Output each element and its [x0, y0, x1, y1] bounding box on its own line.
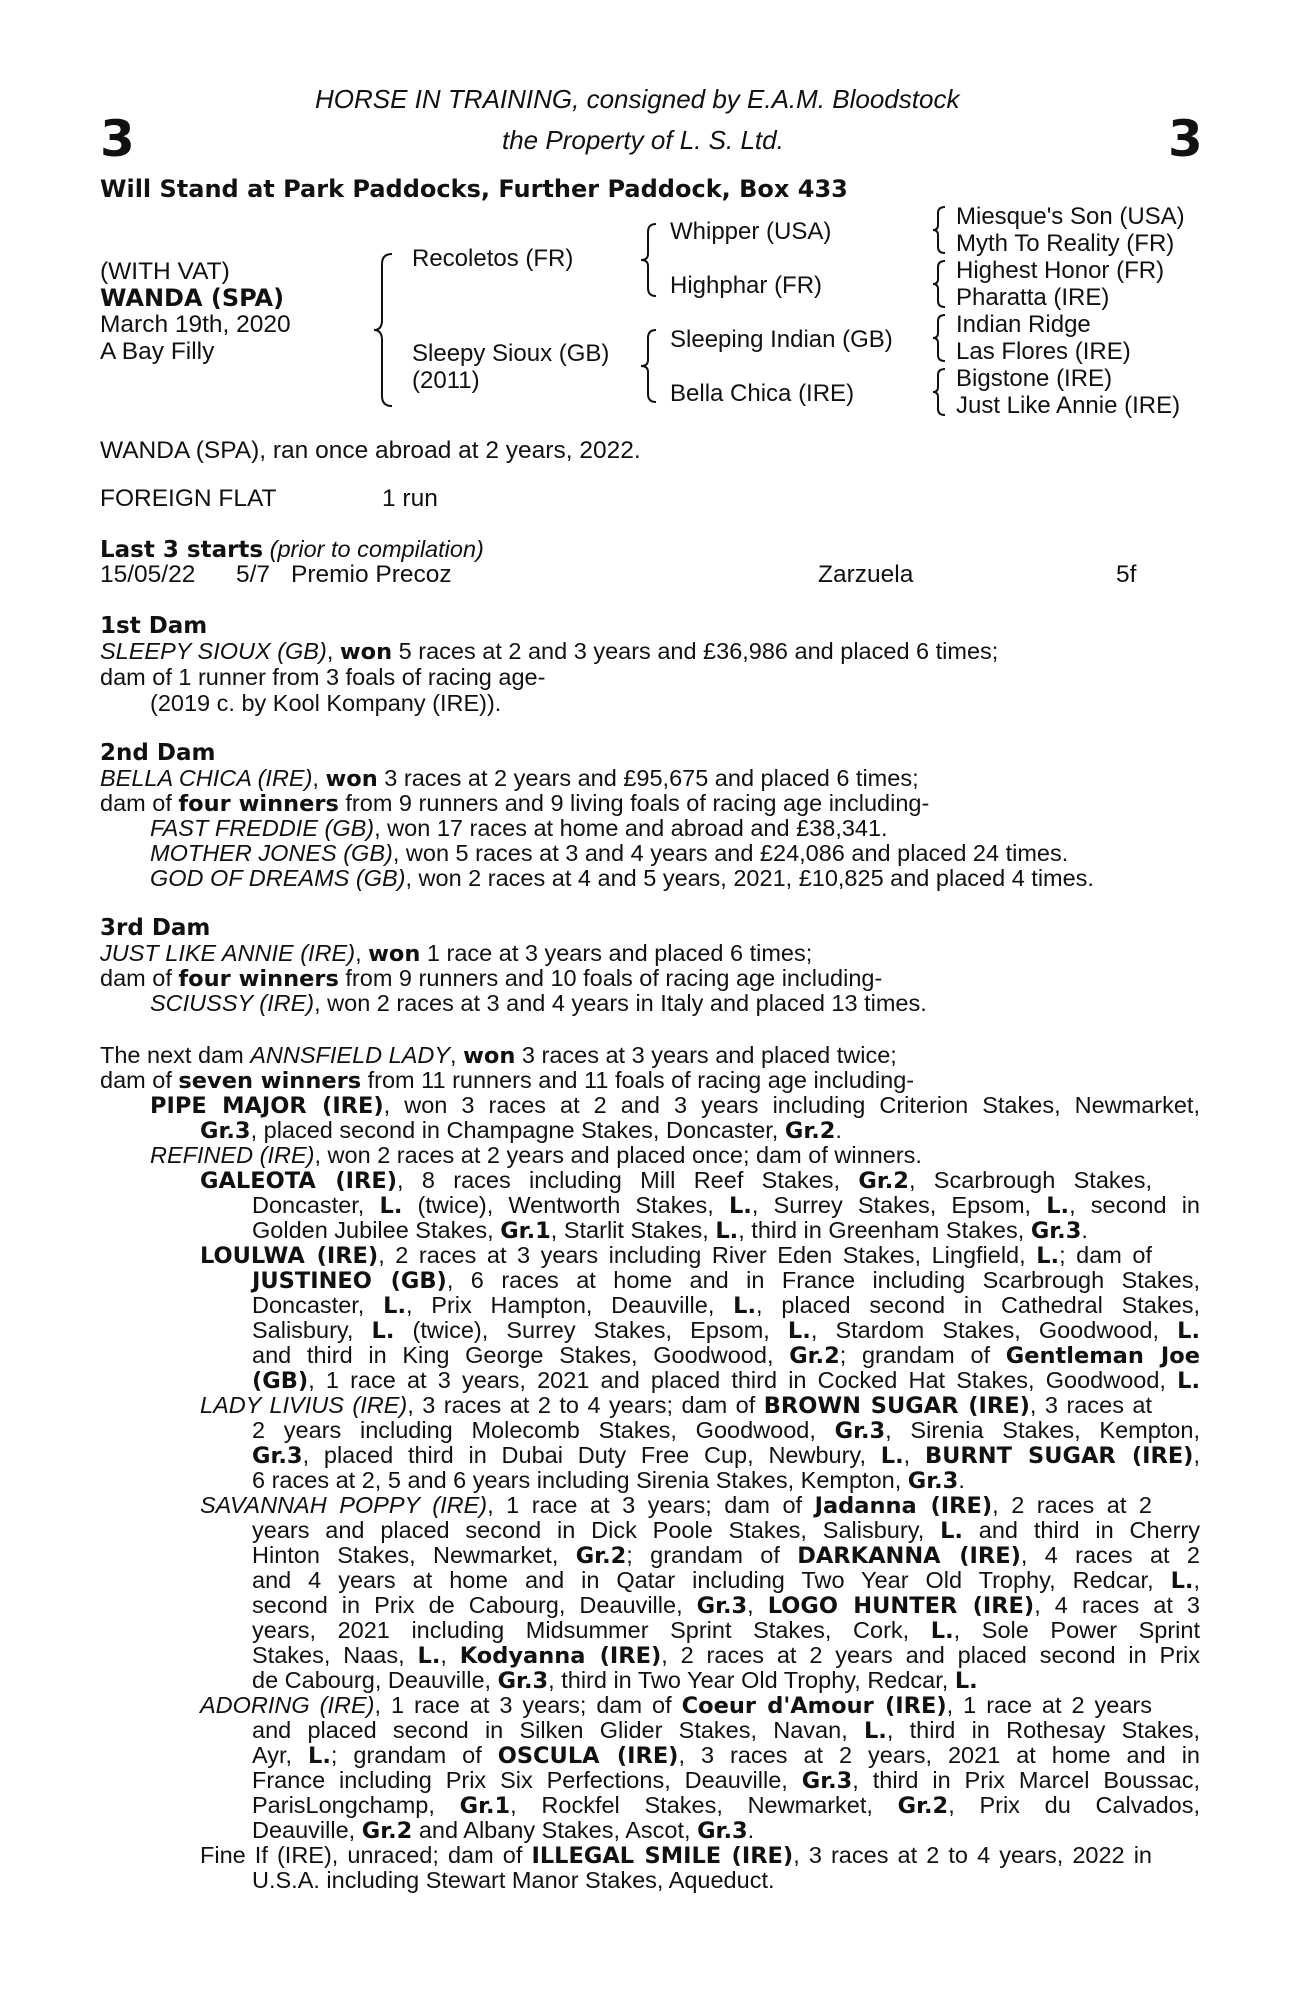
- loulwa-line-1: [200, 1242, 1152, 1269]
- next-dam-text: from 11 runners and 11 foals of racing age including-: [361, 1067, 915, 1093]
- second-dam-runner-1: [150, 815, 888, 842]
- entry-text: ,: [1193, 1442, 1201, 1468]
- grade: Gr.3: [801, 1768, 853, 1794]
- dam: Sleepy Sioux (GB): [412, 340, 610, 367]
- g3: Highest Honor (FR): [956, 257, 1165, 284]
- brace-g3: [930, 312, 950, 364]
- start-date: 15/05/22: [100, 561, 196, 588]
- justineo-line-3: [252, 1317, 1200, 1344]
- entry-text: , 2 races at 2: [992, 1492, 1152, 1518]
- next-dam-text: The next dam: [100, 1042, 251, 1068]
- entry-text: , placed second in Cathedral Stakes,: [756, 1292, 1200, 1318]
- horse-dob: March 19th, 2020: [100, 311, 291, 338]
- first-dam-won: won: [339, 639, 393, 665]
- consignment-line: HORSE IN TRAINING, consigned by E.A.M. Bloodstock: [315, 84, 960, 114]
- horse-name: Gentleman Joe: [1005, 1343, 1200, 1369]
- grade: L.: [379, 1193, 403, 1219]
- grade: L.: [1177, 1368, 1200, 1394]
- horse-name: LOGO HUNTER (IRE): [767, 1593, 1035, 1619]
- next-dam-text: ,: [450, 1042, 464, 1068]
- entry-text: , 1 race at 3 years; dam of: [374, 1692, 682, 1718]
- lady-livius-line-3: [252, 1442, 1200, 1469]
- adoring-line-3: [252, 1742, 1200, 1769]
- record-label: FOREIGN FLAT: [100, 485, 277, 512]
- second-dam-runner-2: [150, 840, 1068, 867]
- horse-name: GALEOTA (IRE): [200, 1168, 397, 1194]
- entry-text: , third in Two Year Old Trophy, Redcar,: [548, 1667, 955, 1693]
- entry-text: and third in Cherry: [962, 1517, 1200, 1543]
- brace-sire: [638, 220, 662, 300]
- g6: Las Flores (IRE): [956, 338, 1131, 365]
- justineo-line-2: [252, 1292, 1200, 1319]
- record-value: 1 run: [382, 485, 438, 512]
- second-dam-heading: 2nd Dam: [100, 740, 216, 766]
- grade: Gr.2: [361, 1818, 413, 1844]
- g4: Pharatta (IRE): [956, 284, 1110, 311]
- entry-text: and Albany Stakes, Ascot,: [412, 1817, 698, 1843]
- third-dam-runner-1: [150, 990, 927, 1017]
- entry-text: Doncaster,: [252, 1292, 384, 1318]
- entry-text: Ayr,: [252, 1742, 309, 1768]
- grade: Gr.1: [500, 1218, 551, 1244]
- third-dam-name: JUST LIKE ANNIE (IRE): [100, 940, 356, 966]
- first-dam-heading: 1st Dam: [100, 613, 208, 639]
- third-dam-text-2a: dam of: [100, 965, 179, 991]
- entry-text: , 2 races at 2 years and placed second in Prix: [661, 1642, 1200, 1668]
- grade: L.: [308, 1743, 331, 1769]
- runner-name: GOD OF DREAMS (GB): [150, 865, 406, 891]
- adoring-line-6: [252, 1817, 754, 1844]
- grade: L.: [383, 1293, 406, 1319]
- entry-text: Stakes, Naas,: [252, 1642, 418, 1668]
- second-dam-line-2: [100, 790, 929, 817]
- entry-text: 6 races at 2, 5 and 6 years including Sirenia Stakes, Kempton,: [252, 1467, 908, 1493]
- entry-text: (twice), Surrey Stakes, Epsom,: [394, 1317, 788, 1343]
- horse-name: REFINED (IRE): [150, 1142, 315, 1168]
- last-starts-heading: Last 3 starts: [100, 537, 264, 563]
- entry-text: , Sole Power Sprint: [953, 1617, 1200, 1643]
- property-line: the Property of L. S. Ltd.: [502, 125, 784, 155]
- second-dam-runner-3: [150, 865, 1094, 892]
- entry-text: , Prix Hampton, Deauville,: [406, 1292, 734, 1318]
- race-summary: WANDA (SPA), ran once abroad at 2 years, 2022.: [100, 437, 641, 464]
- horse-name: BURNT SUGAR (IRE): [925, 1443, 1194, 1469]
- horse-name: SAVANNAH POPPY (IRE): [200, 1492, 488, 1518]
- entry-text: Salisbury,: [252, 1317, 372, 1343]
- sire: Recoletos (FR): [412, 245, 574, 272]
- entry-text: ; grandam of: [626, 1542, 798, 1568]
- savannah-poppy-line-5: [252, 1592, 1200, 1619]
- second-dam-winners: four winners: [178, 791, 339, 817]
- horse-name: ADORING (IRE): [200, 1692, 375, 1718]
- galeota-line-3: [252, 1217, 1088, 1244]
- entry-text: , Stardom Stakes, Goodwood,: [810, 1317, 1178, 1343]
- g7: Bigstone (IRE): [956, 365, 1113, 392]
- grade: Gr.1: [459, 1793, 511, 1819]
- entry-text: , third in Rothesay Stakes,: [886, 1717, 1200, 1743]
- g5: Indian Ridge: [956, 311, 1091, 338]
- horse-description: A Bay Filly: [100, 338, 215, 365]
- entry-text: years, 2021 including Midsummer Sprint Stakes, Cork,: [252, 1617, 931, 1643]
- grade: Gr.2: [858, 1168, 909, 1194]
- savannah-poppy-line-2: [252, 1517, 1200, 1544]
- next-dam-line-2: [100, 1067, 914, 1094]
- first-dam-line-1: SLEEPY SIOUX (GB), won 5 races at 2 and 3 years and £36,986 and placed 6 times;: [100, 638, 999, 665]
- second-dam-text-2a: dam of: [100, 790, 179, 816]
- brace-level1: [370, 250, 400, 410]
- grade: Gr.3: [497, 1668, 549, 1694]
- next-dam-text: dam of: [100, 1067, 179, 1093]
- entry-text: ,: [1193, 1567, 1200, 1593]
- grade: L.: [863, 1718, 887, 1744]
- grade: L.: [733, 1293, 757, 1319]
- grade: Gr.3: [834, 1418, 886, 1444]
- dam-year: (2011): [412, 367, 480, 394]
- entry-text: .: [835, 1117, 842, 1143]
- entry-text: Fine If (IRE), unraced; dam of: [200, 1842, 532, 1868]
- second-dam-name: BELLA CHICA (IRE): [100, 765, 313, 791]
- brace-g4: [930, 366, 950, 418]
- start-course: Zarzuela: [818, 561, 914, 588]
- entry-text: , Starlit Stakes,: [550, 1217, 716, 1243]
- horse-name: Kodyanna (IRE): [459, 1643, 662, 1669]
- entry-text: , 4 races at 2: [1020, 1542, 1200, 1568]
- start-race: Premio Precoz: [291, 561, 452, 588]
- grade: L.: [880, 1443, 904, 1469]
- entry-text: and placed second in Silken Glider Stakes, Navan,: [252, 1717, 864, 1743]
- entry-text: , 3 races at 2 to 4 years, 2022 in: [793, 1842, 1152, 1868]
- next-dam-name: ANNSFIELD LADY: [250, 1042, 451, 1068]
- horse-name: (GB): [252, 1368, 309, 1394]
- entry-text: , 8 races including Mill Reef Stakes,: [397, 1167, 859, 1193]
- runner-name: FAST FREDDIE (GB): [150, 815, 375, 841]
- justineo-line-5: [252, 1367, 1200, 1394]
- grade: Gr.3: [697, 1818, 748, 1844]
- entry-text: , Prix du Calvados,: [948, 1792, 1200, 1818]
- grade: Gr.2: [784, 1118, 836, 1144]
- runner-text: , won 2 races at 3 and 4 years in Italy and placed 13 times.: [314, 990, 927, 1016]
- entry-text: Deauville,: [252, 1817, 362, 1843]
- entry-text: .: [747, 1817, 755, 1843]
- grade: L.: [940, 1518, 963, 1544]
- lady-livius-line-1: [200, 1392, 1152, 1419]
- horse-name: Jadanna (IRE): [814, 1493, 993, 1519]
- horse-name: PIPE MAJOR (IRE): [150, 1093, 384, 1119]
- grade: Gr.2: [789, 1343, 840, 1369]
- grade: L.: [1170, 1568, 1194, 1594]
- entry-text: ; dam of: [1059, 1242, 1153, 1268]
- entry-text: Doncaster,: [252, 1192, 380, 1218]
- third-dam-text-1: 1 race at 3 years and placed 6 times;: [420, 940, 813, 966]
- horse-name: BROWN SUGAR (IRE): [763, 1393, 1030, 1419]
- savannah-poppy-line-6: [252, 1617, 1200, 1644]
- adoring-line-4: [252, 1767, 1200, 1794]
- entry-text: , third in Prix Marcel Boussac,: [852, 1767, 1201, 1793]
- adoring-line-5: [252, 1792, 1200, 1819]
- lady-livius-line-4: [252, 1467, 965, 1494]
- second-dam-text-2b: from 9 runners and 9 living foals of racing age including-: [338, 790, 930, 816]
- refined-line: [150, 1142, 922, 1169]
- brace-g1: [930, 204, 950, 256]
- entry-text: .: [1081, 1217, 1088, 1243]
- entry-text: , 6 races at home and in France including Scarbrough Stakes,: [446, 1267, 1200, 1293]
- horse-name: JUSTINEO (GB): [252, 1268, 447, 1294]
- grade: L.: [715, 1218, 739, 1244]
- grade: L.: [728, 1193, 752, 1219]
- entry-text: , 1 race at 2 years: [946, 1692, 1152, 1718]
- justineo-line-4: [252, 1342, 1200, 1369]
- g8: Just Like Annie (IRE): [956, 392, 1181, 419]
- entry-text: .: [958, 1467, 965, 1493]
- brace-g2: [930, 258, 950, 310]
- entry-text: , second in: [1069, 1192, 1200, 1218]
- grade: L.: [954, 1668, 978, 1694]
- entry-text: ParisLongchamp,: [252, 1792, 460, 1818]
- runner-text: , won 2 races at 4 and 5 years, 2021, £10,825 and placed 4 times.: [405, 865, 1094, 891]
- grade: Gr.2: [897, 1793, 949, 1819]
- grade: Gr.3: [252, 1443, 303, 1469]
- entry-text: , 3 races at 2 to 4 years; dam of: [407, 1392, 764, 1418]
- third-dam-heading: 3rd Dam: [100, 915, 211, 941]
- grade: L.: [1046, 1193, 1070, 1219]
- grade: Gr.3: [907, 1468, 959, 1494]
- first-dam-line-2: dam of 1 runner from 3 foals of racing age-: [100, 664, 546, 690]
- horse-name: Coeur d'Amour (IRE): [681, 1693, 947, 1719]
- last-starts-heading-line: [100, 536, 484, 563]
- entry-text: (twice), Wentworth Stakes,: [402, 1192, 729, 1218]
- entry-text: , Sirenia Stakes, Kempton,: [885, 1417, 1200, 1443]
- savannah-poppy-line-3: [252, 1542, 1200, 1569]
- entry-text: France including Prix Six Perfections, Deauville,: [252, 1767, 802, 1793]
- runner-text: , won 5 races at 3 and 4 years and £24,086 and placed 24 times.: [392, 840, 1069, 866]
- last-starts-note: (prior to compilation): [269, 536, 484, 562]
- entry-text: , Surrey Stakes, Epsom,: [751, 1192, 1047, 1218]
- entry-text: , Scarbrough Stakes,: [908, 1167, 1153, 1193]
- start-position: 5/7: [236, 561, 271, 588]
- third-dam-line-2: [100, 965, 882, 992]
- savannah-poppy-line-7: [252, 1642, 1200, 1669]
- g1: Miesque's Son (USA): [956, 203, 1185, 230]
- entry-text: ; grandam of: [330, 1742, 498, 1768]
- galeota-line-1: [200, 1167, 1152, 1194]
- dam-sire: Sleeping Indian (GB): [670, 326, 893, 353]
- grade: Gr.3: [696, 1593, 748, 1619]
- entry-text: , Rockfel Stakes, Newmarket,: [510, 1792, 898, 1818]
- horse-name: OSCULA (IRE): [497, 1743, 679, 1769]
- entry-text: second in Prix de Cabourg, Deauville,: [252, 1592, 697, 1618]
- horse-name: LADY LIVIUS (IRE): [200, 1392, 408, 1418]
- entry-text: , third in Greenham Stakes,: [738, 1217, 1031, 1243]
- horse-name: ILLEGAL SMILE (IRE): [531, 1843, 794, 1869]
- fine-if-line-1: [200, 1842, 1152, 1869]
- grade: Gr.3: [200, 1118, 251, 1144]
- horse-name: LOULWA (IRE): [200, 1243, 379, 1269]
- horse-name: DARKANNA (IRE): [797, 1543, 1021, 1569]
- grade: L.: [371, 1318, 395, 1344]
- third-dam-line-1: JUST LIKE ANNIE (IRE), won 1 race at 3 years and placed 6 times;: [100, 940, 813, 967]
- savannah-poppy-line-1: [200, 1492, 1152, 1519]
- next-dam-winners: seven winners: [178, 1068, 362, 1094]
- savannah-poppy-line-4: [252, 1567, 1200, 1594]
- pipe-major-line-2: [200, 1117, 842, 1144]
- third-dam-text-2b: from 9 runners and 10 foals of racing age including-: [338, 965, 883, 991]
- entry-text: , 1 race at 3 years, 2021 and placed third in Cocked Hat Stakes, Goodwood,: [308, 1367, 1178, 1393]
- entry-text: , 3 races at: [1029, 1392, 1153, 1418]
- sire-dam: Highphar (FR): [670, 272, 823, 299]
- entry-text: , won 3 races at 2 and 3 years including Criterion Stakes, Newmarket,: [383, 1092, 1200, 1118]
- entry-text: Golden Jubilee Stakes,: [252, 1217, 501, 1243]
- lot-number-right: 3: [1168, 110, 1203, 168]
- third-dam-won: won: [368, 941, 421, 967]
- entry-text: , placed third in Dubai Duty Free Cup, Newbury,: [302, 1442, 881, 1468]
- sire-sire: Whipper (USA): [670, 218, 832, 245]
- second-dam-text-1: 3 races at 2 years and £95,675 and placed 6 times;: [377, 765, 919, 791]
- first-dam-line-3: (2019 c. by Kool Kompany (IRE)).: [150, 690, 502, 716]
- entry-text: years and placed second in Dick Poole Stakes, Salisbury,: [252, 1517, 941, 1543]
- adoring-line-1: [200, 1692, 1152, 1719]
- entry-text: , placed second in Champagne Stakes, Doncaster,: [250, 1117, 785, 1143]
- lady-livius-line-2: [252, 1417, 1200, 1444]
- brace-dam: [638, 326, 662, 406]
- entry-text: ,: [747, 1592, 768, 1618]
- entry-text: , 1 race at 3 years; dam of: [487, 1492, 815, 1518]
- dam-dam: Bella Chica (IRE): [670, 380, 855, 407]
- horse-name: WANDA (SPA): [100, 284, 285, 312]
- grade: L.: [1036, 1243, 1060, 1269]
- third-dam-winners: four winners: [178, 966, 339, 992]
- entry-text: and third in King George Stakes, Goodwood,: [252, 1342, 790, 1368]
- entry-text: ; grandam of: [839, 1342, 1006, 1368]
- second-dam-line-1: BELLA CHICA (IRE), won 3 races at 2 years and £95,675 and placed 6 times;: [100, 765, 919, 792]
- runner-name: SCIUSSY (IRE): [150, 990, 315, 1016]
- second-dam-won: won: [325, 766, 378, 792]
- grade: L.: [787, 1318, 811, 1344]
- entry-text: and 4 years at home and in Qatar including Two Year Old Trophy, Redcar,: [252, 1567, 1171, 1593]
- grade: L.: [1177, 1318, 1201, 1344]
- next-dam-won: won: [463, 1043, 516, 1069]
- vat-note: (WITH VAT): [100, 258, 230, 285]
- start-distance: 5f: [1116, 561, 1137, 588]
- grade: Gr.3: [1030, 1218, 1082, 1244]
- savannah-poppy-line-8: [252, 1667, 978, 1694]
- entry-text: , won 2 races at 2 years and placed once; dam of winners.: [314, 1142, 922, 1168]
- entry-text: Hinton Stakes, Newmarket,: [252, 1542, 576, 1568]
- lot-number-left: 3: [100, 110, 135, 168]
- entry-text: ,: [440, 1642, 460, 1668]
- entry-text: , 4 races at 3: [1034, 1592, 1200, 1618]
- runner-text: , won 17 races at home and abroad and £38,341.: [374, 815, 888, 841]
- entry-text: , 2 races at 3 years including River Eden Stakes, Lingfield,: [378, 1242, 1037, 1268]
- first-dam-name: SLEEPY SIOUX (GB): [100, 638, 327, 664]
- grade: Gr.2: [575, 1543, 627, 1569]
- adoring-line-2: [252, 1717, 1200, 1744]
- g2: Myth To Reality (FR): [956, 230, 1175, 257]
- justineo-line-1: [252, 1267, 1200, 1294]
- grade: L.: [417, 1643, 441, 1669]
- runner-name: MOTHER JONES (GB): [150, 840, 393, 866]
- fine-if-line-2: U.S.A. including Stewart Manor Stakes, Aqueduct.: [252, 1867, 775, 1893]
- grade: L.: [930, 1618, 954, 1644]
- next-dam-text: 3 races at 3 years and placed twice;: [515, 1042, 897, 1068]
- stand-location: Will Stand at Park Paddocks, Further Paddock, Box 433: [100, 175, 848, 203]
- entry-text: de Cabourg, Deauville,: [252, 1667, 498, 1693]
- entry-text: , 3 races at 2 years, 2021 at home and in: [678, 1742, 1201, 1768]
- first-dam-text-1: 5 races at 2 and 3 years and £36,986 and placed 6 times;: [392, 638, 999, 664]
- entry-text: 2 years including Molecomb Stakes, Goodwood,: [252, 1417, 835, 1443]
- entry-text: ,: [903, 1442, 926, 1468]
- galeota-line-2: [252, 1192, 1200, 1219]
- next-dam-line-1: [100, 1042, 897, 1069]
- pipe-major-line-1: [150, 1092, 1200, 1119]
